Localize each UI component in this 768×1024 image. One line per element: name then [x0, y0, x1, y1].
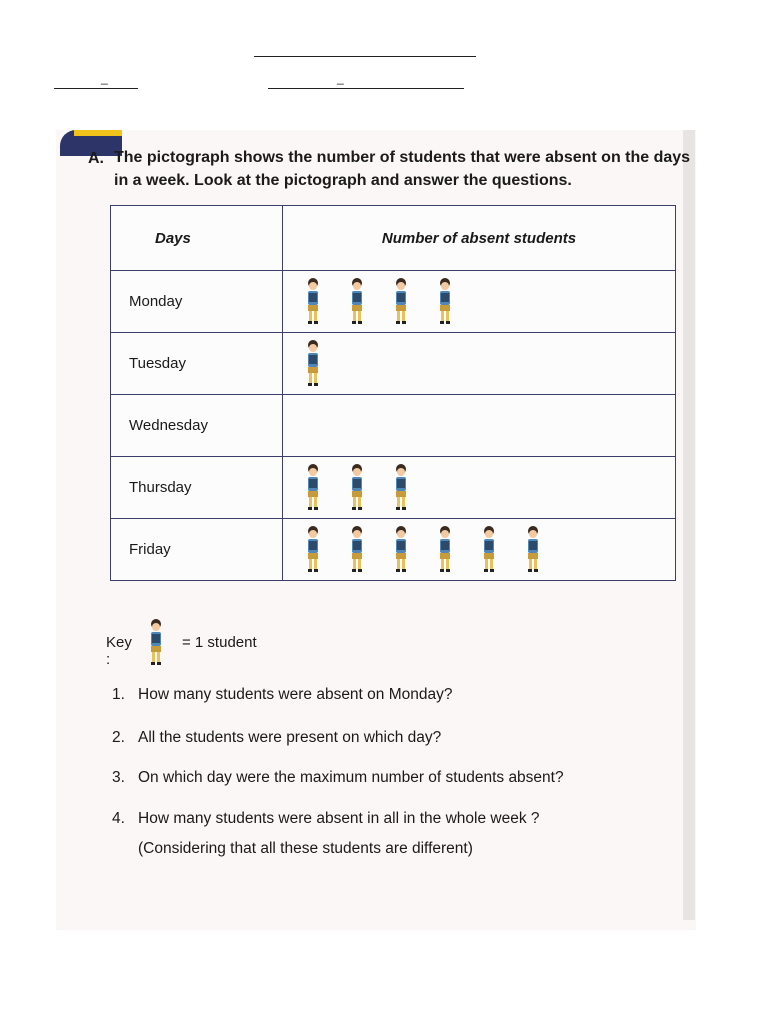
- student-icon: [393, 525, 409, 575]
- student-icon: [437, 277, 453, 327]
- student-icon: [305, 339, 321, 389]
- day-label: Tuesday: [111, 333, 283, 395]
- question-text: All the students were present on which day?: [138, 729, 442, 746]
- student-icon: [437, 525, 453, 575]
- table-row: [111, 271, 676, 333]
- blank-line-right: [268, 88, 464, 89]
- student-icon: [349, 277, 365, 327]
- icon-cell: [283, 519, 676, 581]
- icon-cell: [283, 457, 676, 519]
- days-header: Days: [111, 206, 283, 271]
- icon-cell: [283, 333, 676, 395]
- table-header-row: [111, 206, 676, 271]
- icon-cell: [283, 271, 676, 333]
- student-icon: [393, 463, 409, 513]
- question-number: 3.: [112, 769, 125, 786]
- day-label: Wednesday: [111, 395, 283, 457]
- question-text: (Considering that all these students are different): [138, 840, 473, 857]
- day-label: Thursday: [111, 457, 283, 519]
- student-icon: [305, 525, 321, 575]
- question-number: 4.: [112, 810, 125, 827]
- student-icon: [349, 525, 365, 575]
- instruction-line-1: The pictograph shows the number of students that were absent on the days: [114, 149, 691, 166]
- pictograph-table: [110, 205, 676, 581]
- exercise-letter: A.: [88, 150, 104, 167]
- instruction-line-2: in a week. Look at the pictograph and answer the questions.: [114, 172, 572, 189]
- day-label: Monday: [111, 271, 283, 333]
- student-icon: [305, 277, 321, 327]
- count-header: Number of absent students: [283, 206, 676, 271]
- page-edge: [683, 130, 695, 920]
- table-row: [111, 333, 676, 395]
- table-row: [111, 395, 676, 457]
- blank-dash-left: _: [101, 71, 108, 85]
- student-icon: [349, 463, 365, 513]
- student-icon: [525, 525, 541, 575]
- student-icon: [481, 525, 497, 575]
- question-text: How many students were absent in all in the whole week ?: [138, 810, 540, 827]
- student-icon: [148, 618, 164, 672]
- key-label: Key :: [106, 634, 132, 668]
- question-text: On which day were the maximum number of students absent?: [138, 769, 564, 786]
- icon-cell: [283, 395, 676, 457]
- student-icon: [393, 277, 409, 327]
- name-line: [254, 56, 476, 57]
- question-number: 2.: [112, 729, 125, 746]
- day-label: Friday: [111, 519, 283, 581]
- table-row: [111, 519, 676, 581]
- blank-line-left: [54, 88, 138, 89]
- question-text: How many students were absent on Monday?: [138, 686, 453, 703]
- question-number: 1.: [112, 686, 125, 703]
- key-value: = 1 student: [182, 634, 257, 651]
- table-row: [111, 457, 676, 519]
- blank-dash-right: _: [337, 71, 344, 85]
- student-icon: [305, 463, 321, 513]
